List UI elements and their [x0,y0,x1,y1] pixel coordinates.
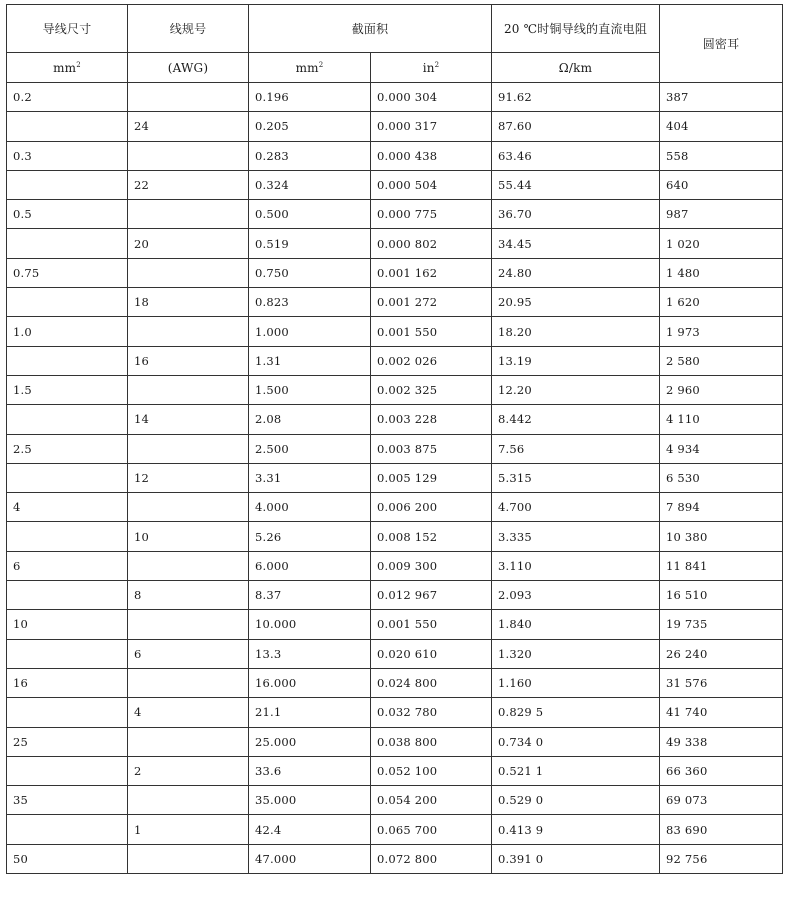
table-row [7,317,783,346]
cell-resistance: 20.95 [492,288,660,317]
cell-resistance: 3.110 [492,551,660,580]
cell-area-in2: 0.006 200 [371,493,492,522]
cell-wire-size: 2.5 [7,434,128,463]
cell-awg [128,493,249,522]
cell-circular-mils: 69 073 [660,786,783,815]
table-row [7,141,783,170]
cell-resistance: 1.840 [492,610,660,639]
cell-area-mm2: 42.4 [249,815,371,844]
cell-wire-size: 10 [7,610,128,639]
cell-resistance: 36.70 [492,200,660,229]
cell-area-mm2: 0.283 [249,141,371,170]
cell-area-in2: 0.000 775 [371,200,492,229]
cell-area-in2: 0.052 100 [371,756,492,785]
cell-wire-size: 4 [7,493,128,522]
cell-awg [128,141,249,170]
cell-area-in2: 0.000 504 [371,170,492,199]
cell-resistance: 8.442 [492,405,660,434]
cell-area-in2: 0.001 550 [371,610,492,639]
cell-awg: 12 [128,463,249,492]
cell-resistance: 7.56 [492,434,660,463]
cell-wire-size: 16 [7,668,128,697]
cell-resistance: 1.160 [492,668,660,697]
cell-area-mm2: 0.205 [249,112,371,141]
cell-area-mm2: 1.500 [249,375,371,404]
cell-area-mm2: 0.324 [249,170,371,199]
cell-area-in2: 0.001 162 [371,258,492,287]
cell-awg [128,551,249,580]
cell-area-mm2: 13.3 [249,639,371,668]
cell-area-in2: 0.003 228 [371,405,492,434]
header-wire-gauge: 线规号 [128,5,249,53]
table-row [7,258,783,287]
table-row [7,434,783,463]
cell-awg [128,786,249,815]
cell-area-in2: 0.001 550 [371,317,492,346]
cell-area-in2: 0.054 200 [371,786,492,815]
table-row [7,698,783,727]
cell-resistance: 0.829 5 [492,698,660,727]
cell-wire-size [7,346,128,375]
cell-resistance: 3.335 [492,522,660,551]
table-body [7,83,783,874]
cell-circular-mils: 66 360 [660,756,783,785]
cell-circular-mils: 4 934 [660,434,783,463]
cell-resistance: 5.315 [492,463,660,492]
cell-awg: 4 [128,698,249,727]
cell-resistance: 18.20 [492,317,660,346]
cell-area-mm2: 0.196 [249,83,371,112]
cell-area-mm2: 16.000 [249,668,371,697]
cell-resistance: 0.391 0 [492,844,660,873]
cell-resistance: 0.413 9 [492,815,660,844]
cell-wire-size [7,815,128,844]
table-row [7,756,783,785]
table-row [7,493,783,522]
cell-circular-mils: 1 973 [660,317,783,346]
cell-area-in2: 0.024 800 [371,668,492,697]
cell-awg: 2 [128,756,249,785]
cell-area-mm2: 8.37 [249,581,371,610]
table-row [7,786,783,815]
cell-area-mm2: 10.000 [249,610,371,639]
cell-awg: 16 [128,346,249,375]
cell-circular-mils: 83 690 [660,815,783,844]
cell-circular-mils: 7 894 [660,493,783,522]
cell-area-mm2: 3.31 [249,463,371,492]
cell-awg [128,258,249,287]
cell-area-in2: 0.065 700 [371,815,492,844]
table-row [7,83,783,112]
cell-resistance: 13.19 [492,346,660,375]
cell-awg: 24 [128,112,249,141]
cell-awg: 6 [128,639,249,668]
cell-awg: 18 [128,288,249,317]
cell-circular-mils: 2 580 [660,346,783,375]
table-row [7,375,783,404]
unit-area-in2: $in^2$ [371,53,492,83]
cell-area-mm2: 6.000 [249,551,371,580]
cell-wire-size: 35 [7,786,128,815]
cell-awg: 10 [128,522,249,551]
cell-wire-size [7,639,128,668]
unit-resistance: Ω/km [492,53,660,83]
cell-area-in2: 0.005 129 [371,463,492,492]
cell-circular-mils: 558 [660,141,783,170]
cell-area-in2: 0.002 325 [371,375,492,404]
cell-awg: 1 [128,815,249,844]
header-circular-mils: 圆密耳 [660,5,783,83]
cell-area-mm2: 2.08 [249,405,371,434]
cell-circular-mils: 10 380 [660,522,783,551]
cell-resistance: 4.700 [492,493,660,522]
unit-wire-size: $mm^2$ [7,53,128,83]
cell-area-in2: 0.000 438 [371,141,492,170]
cell-resistance: 1.320 [492,639,660,668]
cell-wire-size [7,581,128,610]
table-row [7,405,783,434]
table-row [7,346,783,375]
cell-area-mm2: 4.000 [249,493,371,522]
cell-area-in2: 0.072 800 [371,844,492,873]
cell-awg [128,727,249,756]
cell-circular-mils: 16 510 [660,581,783,610]
table-row [7,170,783,199]
cell-wire-size [7,112,128,141]
cell-area-mm2: 33.6 [249,756,371,785]
cell-area-mm2: 25.000 [249,727,371,756]
cell-resistance: 34.45 [492,229,660,258]
cell-area-in2: 0.000 304 [371,83,492,112]
table-row [7,522,783,551]
header-dc-resistance: 20 ℃时铜导线的直流电阻 [492,5,660,53]
cell-area-in2: 0.008 152 [371,522,492,551]
cell-area-in2: 0.012 967 [371,581,492,610]
header-wire-size: 导线尺寸 [7,5,128,53]
cell-resistance: 0.521 1 [492,756,660,785]
header-row-1 [7,5,783,53]
cell-wire-size: 25 [7,727,128,756]
cell-area-in2: 0.032 780 [371,698,492,727]
cell-resistance: 87.60 [492,112,660,141]
cell-wire-size: 0.75 [7,258,128,287]
cell-area-mm2: 47.000 [249,844,371,873]
cell-resistance: 91.62 [492,83,660,112]
cell-awg [128,668,249,697]
cell-area-in2: 0.002 026 [371,346,492,375]
cell-circular-mils: 987 [660,200,783,229]
cell-circular-mils: 49 338 [660,727,783,756]
cell-circular-mils: 6 530 [660,463,783,492]
table-row [7,815,783,844]
unit-area-mm2: $mm^2$ [249,53,371,83]
cell-circular-mils: 1 620 [660,288,783,317]
cell-wire-size [7,170,128,199]
cell-resistance: 0.529 0 [492,786,660,815]
cell-resistance: 12.20 [492,375,660,404]
cell-awg [128,434,249,463]
cell-wire-size [7,698,128,727]
table-row [7,581,783,610]
cell-area-mm2: 0.519 [249,229,371,258]
cell-area-mm2: 5.26 [249,522,371,551]
cell-resistance: 2.093 [492,581,660,610]
cell-awg: 22 [128,170,249,199]
cell-wire-size [7,522,128,551]
table-row [7,610,783,639]
cell-awg [128,844,249,873]
cell-wire-size [7,756,128,785]
table-row [7,668,783,697]
cell-circular-mils: 387 [660,83,783,112]
cell-circular-mils: 2 960 [660,375,783,404]
cell-awg [128,317,249,346]
cell-wire-size: 1.5 [7,375,128,404]
unit-awg: (AWG) [128,53,249,83]
cell-area-mm2: 0.750 [249,258,371,287]
cell-awg [128,200,249,229]
cell-area-in2: 0.020 610 [371,639,492,668]
cell-area-in2: 0.000 802 [371,229,492,258]
cell-wire-size [7,405,128,434]
cell-awg: 8 [128,581,249,610]
cell-area-in2: 0.038 800 [371,727,492,756]
cell-awg [128,375,249,404]
cell-area-in2: 0.001 272 [371,288,492,317]
cell-awg [128,83,249,112]
wire-gauge-table [6,4,783,874]
cell-circular-mils: 404 [660,112,783,141]
cell-circular-mils: 31 576 [660,668,783,697]
table-row [7,639,783,668]
cell-resistance: 63.46 [492,141,660,170]
cell-area-mm2: 0.823 [249,288,371,317]
cell-wire-size: 6 [7,551,128,580]
cell-wire-size: 50 [7,844,128,873]
cell-circular-mils: 1 020 [660,229,783,258]
table-row [7,229,783,258]
cell-resistance: 24.80 [492,258,660,287]
cell-circular-mils: 640 [660,170,783,199]
table-row [7,288,783,317]
table-row [7,551,783,580]
cell-awg [128,610,249,639]
cell-area-mm2: 1.000 [249,317,371,346]
cell-wire-size: 1.0 [7,317,128,346]
cell-wire-size [7,463,128,492]
cell-area-in2: 0.003 875 [371,434,492,463]
cell-wire-size: 0.3 [7,141,128,170]
cell-awg: 20 [128,229,249,258]
cell-wire-size: 0.2 [7,83,128,112]
cell-area-in2: 0.009 300 [371,551,492,580]
cell-circular-mils: 11 841 [660,551,783,580]
cell-wire-size [7,288,128,317]
table-row [7,112,783,141]
cell-wire-size [7,229,128,258]
table-row [7,844,783,873]
table-row [7,463,783,492]
cell-circular-mils: 92 756 [660,844,783,873]
header-cross-section-area: 截面积 [249,5,492,53]
cell-awg: 14 [128,405,249,434]
cell-circular-mils: 4 110 [660,405,783,434]
cell-area-in2: 0.000 317 [371,112,492,141]
cell-resistance: 55.44 [492,170,660,199]
cell-circular-mils: 26 240 [660,639,783,668]
cell-circular-mils: 1 480 [660,258,783,287]
cell-area-mm2: 35.000 [249,786,371,815]
cell-wire-size: 0.5 [7,200,128,229]
cell-resistance: 0.734 0 [492,727,660,756]
cell-circular-mils: 41 740 [660,698,783,727]
cell-area-mm2: 0.500 [249,200,371,229]
cell-area-mm2: 1.31 [249,346,371,375]
cell-area-mm2: 21.1 [249,698,371,727]
cell-area-mm2: 2.500 [249,434,371,463]
table-row [7,200,783,229]
table-row [7,727,783,756]
cell-circular-mils: 19 735 [660,610,783,639]
